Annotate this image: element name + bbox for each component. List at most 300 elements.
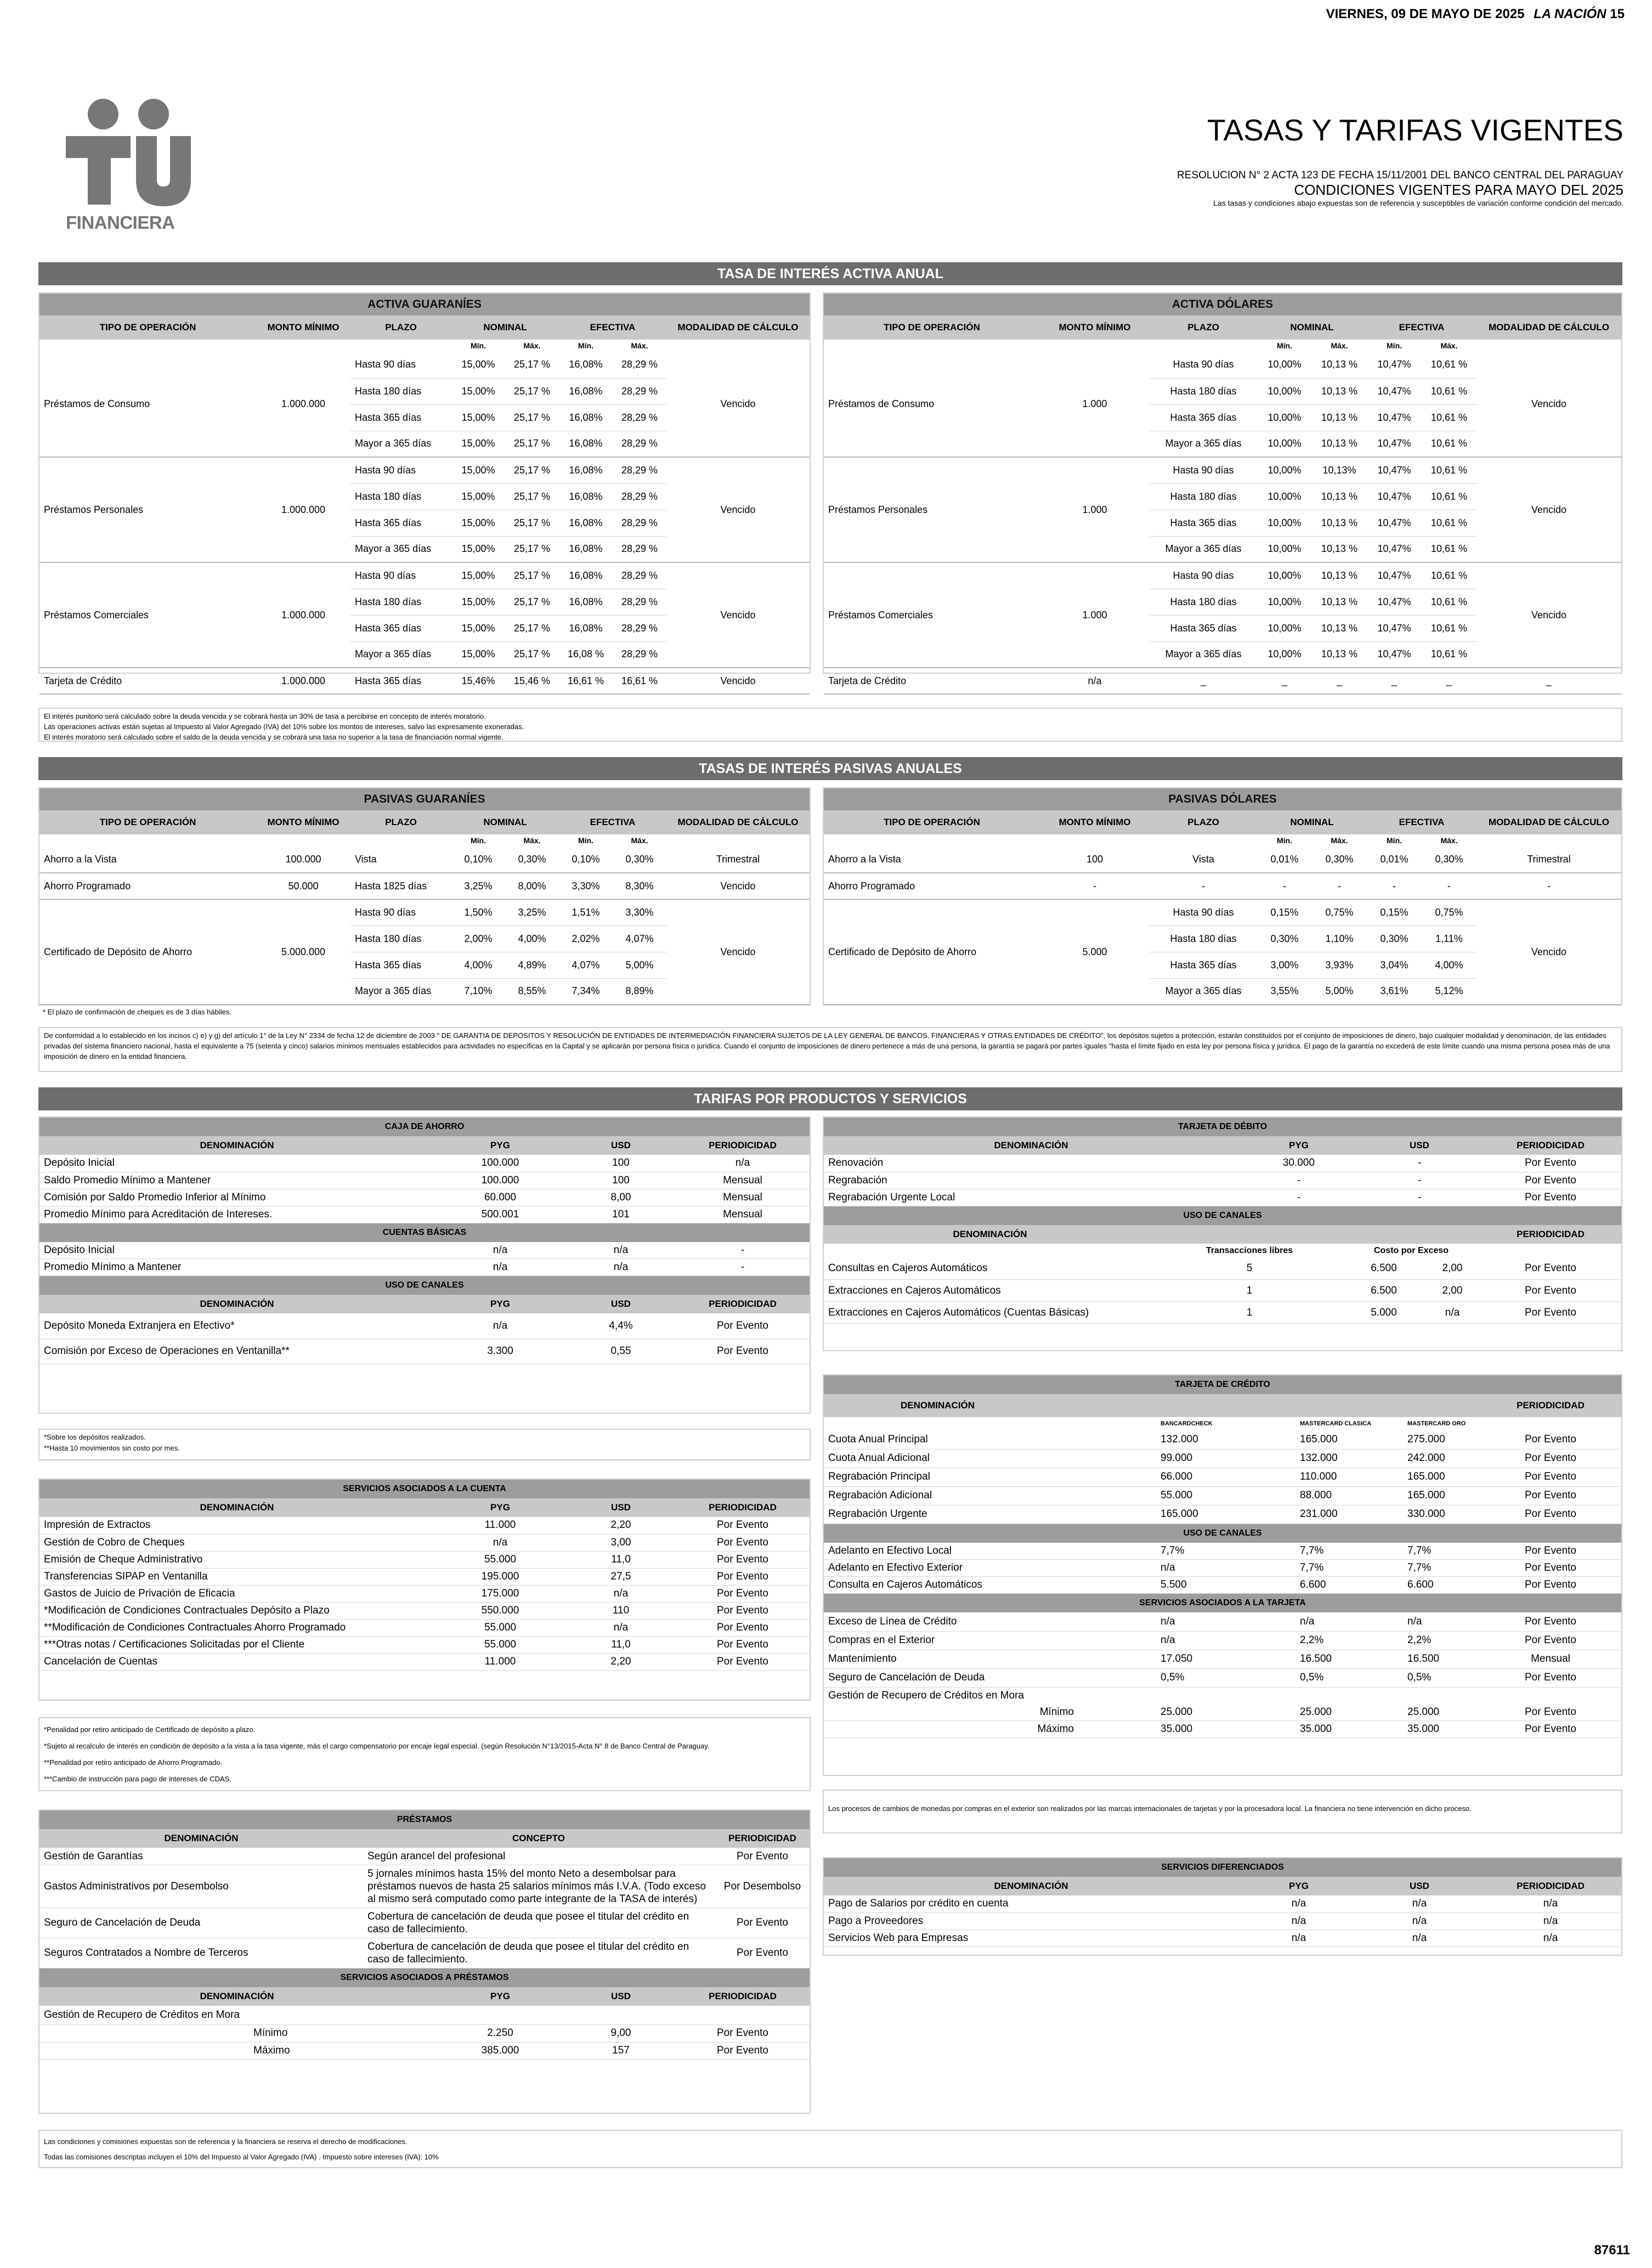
column-header-row bbox=[39, 315, 810, 340]
fee-value: - bbox=[1359, 1172, 1480, 1189]
rate-value: 15,00% bbox=[451, 457, 505, 483]
rate-value: 25,17 % bbox=[505, 589, 559, 615]
monto-minimo: 1.000 bbox=[1040, 562, 1150, 668]
denominacion-cell: Seguro de Cancelación de Deuda bbox=[39, 1908, 363, 1938]
fee-row bbox=[39, 1551, 810, 1568]
rate-value: 15,00% bbox=[451, 641, 505, 668]
col-pyg: PYG bbox=[1238, 1136, 1359, 1155]
rate-value: 5,00% bbox=[1312, 978, 1367, 1005]
fee-row bbox=[824, 1912, 1621, 1930]
tipo-operacion: Préstamos Comerciales bbox=[824, 562, 1040, 668]
recupero-row bbox=[39, 2025, 810, 2042]
tipo-operacion: Préstamos Comerciales bbox=[39, 562, 256, 668]
col-nominal: NOMINAL bbox=[451, 810, 559, 834]
tipo-operacion: Certificado de Depósito de Ahorro bbox=[824, 899, 1040, 1005]
fee-value: Por Evento bbox=[1480, 1577, 1621, 1594]
rate-value: 8,55% bbox=[505, 978, 559, 1005]
recupero-row bbox=[824, 1704, 1621, 1721]
fee-header bbox=[39, 1295, 810, 1313]
fee-row bbox=[824, 1930, 1621, 1947]
fee-value: 7,7% bbox=[1295, 1560, 1403, 1577]
pasiva-guaranies-title: PASIVAS GUARANÍES bbox=[39, 788, 810, 810]
monto-minimo: 50.000 bbox=[256, 873, 350, 899]
tipo-operacion: Ahorro Programado bbox=[39, 873, 256, 899]
plazo-cell: Hasta 180 días bbox=[350, 926, 451, 952]
fee-value: - bbox=[1238, 1189, 1359, 1206]
recupero-tier: Mínimo bbox=[824, 1704, 1156, 1721]
rate-value: 28,29 % bbox=[613, 510, 666, 536]
fee-value: n/a bbox=[1238, 1895, 1359, 1912]
rate-row bbox=[39, 899, 810, 926]
rate-value: 7,10% bbox=[451, 978, 505, 1005]
fee-row bbox=[39, 1206, 810, 1223]
fee-value: 9,00 bbox=[566, 2025, 676, 2042]
rate-value: 0,15% bbox=[1367, 899, 1422, 926]
fee-value: n/a bbox=[1238, 1930, 1359, 1947]
rate-value: 28,29 % bbox=[613, 589, 666, 615]
rate-value: 28,29 % bbox=[613, 562, 666, 589]
fee-value: 231.000 bbox=[1295, 1505, 1403, 1524]
fee-table bbox=[824, 1155, 1621, 1206]
col-denominacion: DENOMINACIÓN bbox=[39, 1987, 434, 2006]
plazo-cell: Hasta 365 días bbox=[350, 510, 451, 536]
fee-value: 330.000 bbox=[1403, 1505, 1480, 1524]
fee-header bbox=[39, 1498, 810, 1517]
rate-value: 16,08% bbox=[559, 483, 613, 510]
denominacion-cell: Gestión de Garantías bbox=[39, 1848, 363, 1865]
col-tipo: TIPO DE OPERACIÓN bbox=[824, 315, 1040, 340]
modalidad-calculo: Vencido bbox=[666, 352, 810, 457]
credito-row bbox=[824, 1430, 1621, 1449]
pasiva-guaranies-panel bbox=[38, 787, 811, 1006]
monto-minimo: 5.000 bbox=[1040, 899, 1150, 1005]
col-denominacion: DENOMINACIÓN bbox=[824, 1225, 1156, 1244]
denominacion-cell: Depósito Inicial bbox=[39, 1242, 434, 1259]
fee-row bbox=[39, 1568, 810, 1585]
rate-value: 10,61 % bbox=[1422, 562, 1476, 589]
col-max: Máx. bbox=[505, 340, 559, 352]
periodicidad-cell: Por Evento bbox=[714, 1848, 811, 1865]
rate-value: 16,08% bbox=[559, 378, 613, 404]
fee-value: Mensual bbox=[676, 1189, 810, 1206]
fee-value: n/a bbox=[566, 1242, 676, 1259]
fee-value: 25.000 bbox=[1295, 1704, 1403, 1721]
fee-value: 6.600 bbox=[1403, 1577, 1480, 1594]
fee-value: 165.000 bbox=[1295, 1430, 1403, 1449]
fee-value: n/a bbox=[434, 1242, 566, 1259]
rate-value: 10,61 % bbox=[1422, 378, 1476, 404]
fee-value: Por Evento bbox=[1480, 1155, 1621, 1172]
rate-value: 4,07% bbox=[559, 952, 613, 978]
denominacion-cell: Cuota Anual Principal bbox=[824, 1430, 1156, 1449]
pasiva-title: TASAS DE INTERÉS PASIVAS ANUALES bbox=[38, 757, 1622, 780]
tipo-operacion: Préstamos de Consumo bbox=[824, 352, 1040, 457]
debito-title: TARJETA DE DÉBITO bbox=[824, 1118, 1621, 1136]
col-min: Mín. bbox=[559, 340, 613, 352]
fee-value: 7,7% bbox=[1156, 1543, 1295, 1560]
denominacion-cell: Seguros Contratados a Nombre de Terceros bbox=[39, 1938, 363, 1968]
column-header-row bbox=[824, 315, 1621, 340]
fee-value: Por Evento bbox=[1480, 1486, 1621, 1505]
fee-value: 99.000 bbox=[1156, 1449, 1295, 1468]
concepto-cell: Cobertura de cancelación de deuda que posee el titular del crédito en caso de fallecimiento. bbox=[363, 1908, 714, 1938]
fee-value: Por Evento bbox=[676, 2042, 810, 2059]
denominacion-cell: Pago a Proveedores bbox=[824, 1912, 1238, 1930]
rate-value: 16,08% bbox=[559, 562, 613, 589]
fee-value: 60.000 bbox=[434, 1189, 566, 1206]
denominacion-cell: *Modificación de Condiciones Contractuales Depósito a Plazo bbox=[39, 1602, 434, 1619]
plazo-cell: Hasta 90 días bbox=[350, 457, 451, 483]
tipo-operacion: Tarjeta de Crédito bbox=[824, 668, 1040, 694]
rate-row bbox=[824, 668, 1621, 694]
activa-section bbox=[38, 262, 1622, 285]
col-max: Máx. bbox=[613, 834, 666, 847]
col-efectiva: EFECTIVA bbox=[559, 810, 666, 834]
fee-row bbox=[39, 1517, 810, 1534]
rate-row bbox=[824, 873, 1621, 899]
col-max: Máx. bbox=[1312, 340, 1367, 352]
fee-value: n/a bbox=[1359, 1895, 1480, 1912]
rate-value: 4,89% bbox=[505, 952, 559, 978]
fee-row bbox=[39, 1155, 810, 1172]
rate-row bbox=[824, 457, 1621, 483]
col-periodicidad: PERIODICIDAD bbox=[1480, 1877, 1621, 1895]
fee-row bbox=[824, 1189, 1621, 1206]
fee-value: n/a bbox=[1238, 1912, 1359, 1930]
brand-header-row bbox=[824, 1417, 1621, 1430]
rate-value: 10,00% bbox=[1257, 510, 1312, 536]
rate-value: 10,13 % bbox=[1312, 483, 1367, 510]
col-denominacion: DENOMINACIÓN bbox=[39, 1498, 434, 1517]
fee-value: Por Evento bbox=[676, 1568, 810, 1585]
rate-value: 10,47% bbox=[1367, 536, 1422, 562]
rate-value: 4,07% bbox=[613, 926, 666, 952]
rate-value: 15,46 % bbox=[505, 668, 559, 694]
col-periodicidad: PERIODICIDAD bbox=[1480, 1136, 1621, 1155]
canales-notes-panel bbox=[38, 1429, 811, 1460]
denominacion-cell: Renovación bbox=[824, 1155, 1238, 1172]
fee-value: 16.500 bbox=[1295, 1650, 1403, 1668]
plazo-cell: - bbox=[1150, 873, 1257, 899]
col-tipo: TIPO DE OPERACIÓN bbox=[824, 810, 1040, 834]
rate-value: 10,13% bbox=[1312, 457, 1367, 483]
rate-value: 2,02% bbox=[559, 926, 613, 952]
column-header-row bbox=[824, 1394, 1621, 1417]
recupero-tier: Mínimo bbox=[39, 2025, 434, 2042]
tipo-operacion: Préstamos de Consumo bbox=[39, 352, 256, 457]
fee-value: 110 bbox=[566, 1602, 676, 1619]
fee-header bbox=[824, 1877, 1621, 1895]
monedas-note: Los procesos de cambios de monedas por compras en el exterior son realizados por las marcas internacionales de tarjetas y por la procesadora local. La financiera no tiene intervención en dicho proceso. bbox=[823, 1790, 1622, 1833]
plazo-cell: Hasta 365 días bbox=[1150, 952, 1257, 978]
fee-value: 2.250 bbox=[434, 2025, 566, 2042]
plazo-cell: Mayor a 365 días bbox=[350, 536, 451, 562]
fee-table bbox=[39, 1517, 810, 1671]
modalidad-calculo: Vencido bbox=[1476, 562, 1621, 668]
denominacion-cell: Consultas en Cajeros Automáticos bbox=[824, 1258, 1156, 1280]
col-denominacion: DENOMINACIÓN bbox=[39, 1136, 434, 1155]
fee-value: 100.000 bbox=[434, 1155, 566, 1172]
fee-value: 5 bbox=[1156, 1258, 1343, 1280]
rate-row bbox=[824, 562, 1621, 589]
tipo-operacion: Ahorro Programado bbox=[824, 873, 1040, 899]
rate-value: 0,30% bbox=[613, 847, 666, 873]
rate-value: 28,29 % bbox=[613, 352, 666, 378]
servicios-cuenta-panel bbox=[38, 1479, 811, 1701]
concepto-cell: Cobertura de cancelación de deuda que posee el titular del crédito en caso de fallecimiento. bbox=[363, 1938, 714, 1968]
monto-minimo: 100 bbox=[1040, 847, 1150, 873]
col-periodicidad: PERIODICIDAD bbox=[676, 1136, 810, 1155]
newspaper-header bbox=[1326, 7, 1625, 22]
rate-value: 16,08% bbox=[559, 404, 613, 431]
rate-value: 10,61 % bbox=[1422, 404, 1476, 431]
tipo-operacion: Tarjeta de Crédito bbox=[39, 668, 256, 694]
fee-value: 55.000 bbox=[434, 1636, 566, 1653]
fee-value: 0,5% bbox=[1156, 1668, 1295, 1687]
plazo-cell: Hasta 90 días bbox=[350, 899, 451, 926]
rate-value: 28,29 % bbox=[613, 404, 666, 431]
rate-value: 10,61 % bbox=[1422, 431, 1476, 457]
denominacion-cell: Depósito Inicial bbox=[39, 1155, 434, 1172]
rate-value: 16,08% bbox=[559, 352, 613, 378]
canales-subheader bbox=[824, 1244, 1621, 1258]
plazo-cell: Hasta 180 días bbox=[350, 483, 451, 510]
column-header-row bbox=[824, 1225, 1621, 1244]
min-max-row bbox=[39, 340, 810, 352]
recupero-tier: Máximo bbox=[824, 1721, 1156, 1738]
fee-value: 385.000 bbox=[434, 2042, 566, 2059]
min-max-row bbox=[824, 834, 1621, 847]
rate-value: 10,47% bbox=[1367, 431, 1422, 457]
fee-value: 11.000 bbox=[434, 1517, 566, 1534]
denominacion-cell: Promedio Mínimo a Mantener bbox=[39, 1259, 434, 1276]
col-periodicidad: PERIODICIDAD bbox=[1480, 1394, 1621, 1417]
denominacion-cell: Exceso de Línea de Crédito bbox=[824, 1612, 1156, 1631]
col-max: Máx. bbox=[1312, 834, 1367, 847]
recupero-tarjeta-label: Gestión de Recupero de Créditos en Mora bbox=[828, 1689, 1024, 1701]
fee-value: 11.000 bbox=[434, 1653, 566, 1670]
fee-value: n/a bbox=[1425, 1302, 1480, 1324]
fee-value: 11,0 bbox=[566, 1551, 676, 1568]
modalidad-calculo: Trimestral bbox=[1476, 847, 1621, 873]
conditions-text: CONDICIONES VIGENTES PARA MAYO DEL 2025 bbox=[1294, 182, 1623, 198]
rate-value: 0,75% bbox=[1422, 899, 1476, 926]
rate-value: 5,12% bbox=[1422, 978, 1476, 1005]
fee-value: n/a bbox=[1359, 1912, 1480, 1930]
canales-note: *Sobre los depósitos realizados. bbox=[44, 1433, 146, 1441]
col-costo-exceso: Costo por Exceso bbox=[1373, 1245, 1449, 1255]
rate-value: 15,00% bbox=[451, 378, 505, 404]
rate-value: 10,00% bbox=[1257, 483, 1312, 510]
fee-value: 55.000 bbox=[1156, 1486, 1295, 1505]
rate-value: 16,61 % bbox=[613, 668, 666, 694]
rate-value: 10,13 % bbox=[1312, 615, 1367, 641]
monto-minimo: 1.000.000 bbox=[256, 457, 350, 562]
rate-value: 0,30% bbox=[1312, 847, 1367, 873]
min-max-row bbox=[39, 834, 810, 847]
rate-value: 10,00% bbox=[1257, 457, 1312, 483]
rate-value: 4,00% bbox=[1422, 952, 1476, 978]
rate-value: - bbox=[1367, 873, 1422, 899]
fee-row bbox=[39, 1189, 810, 1206]
rate-value: 1,11% bbox=[1422, 926, 1476, 952]
fee-value: - bbox=[1359, 1189, 1480, 1206]
col-plazo: PLAZO bbox=[350, 810, 451, 834]
col-periodicidad: PERIODICIDAD bbox=[676, 1295, 810, 1313]
fee-value: 100 bbox=[566, 1172, 676, 1189]
servicios-notes-panel bbox=[38, 1717, 811, 1791]
plazo-cell: Hasta 365 días bbox=[350, 615, 451, 641]
rate-value: 2,00% bbox=[451, 926, 505, 952]
col-max: Máx. bbox=[1422, 834, 1476, 847]
col-periodicidad: PERIODICIDAD bbox=[714, 1829, 811, 1848]
col-pyg: PYG bbox=[434, 1136, 566, 1155]
col-pyg: PYG bbox=[434, 1498, 566, 1517]
col-usd: USD bbox=[1359, 1136, 1480, 1155]
column-header-row bbox=[39, 1136, 810, 1155]
fee-value: n/a bbox=[1359, 1930, 1480, 1947]
rate-value: 10,61 % bbox=[1422, 589, 1476, 615]
activa-guaranies-panel bbox=[38, 292, 811, 686]
recupero-tarjeta-table bbox=[824, 1704, 1621, 1739]
credito-fee-table bbox=[824, 1543, 1621, 1594]
servicios-tarjeta-title: SERVICIOS ASOCIADOS A LA TARJETA bbox=[824, 1594, 1621, 1612]
credito-row bbox=[824, 1650, 1621, 1668]
rate-value: 10,47% bbox=[1367, 352, 1422, 378]
fee-value: Por Evento bbox=[1480, 1505, 1621, 1524]
col-monto: MONTO MÍNIMO bbox=[256, 315, 350, 340]
fee-table bbox=[824, 1895, 1621, 1947]
fee-value: - bbox=[1238, 1172, 1359, 1189]
fee-value: 2,00 bbox=[1425, 1280, 1480, 1302]
rate-value: 10,61 % bbox=[1422, 510, 1476, 536]
plazo-cell: Hasta 90 días bbox=[1150, 899, 1257, 926]
canales-note: **Hasta 10 movimientos sin costo por mes. bbox=[44, 1444, 180, 1452]
card-brand: BANCARDCHECK bbox=[1161, 1420, 1213, 1427]
col-min: Mín. bbox=[559, 834, 613, 847]
plazo-cell: Hasta 180 días bbox=[350, 589, 451, 615]
fee-value: Por Evento bbox=[1480, 1631, 1621, 1650]
column-header-row bbox=[824, 1136, 1621, 1155]
periodicidad-cell: Por Evento bbox=[714, 1938, 811, 1968]
activa-dolares-table bbox=[824, 315, 1621, 695]
fee-value: 17.050 bbox=[1156, 1650, 1295, 1668]
fee-value: 6.500 bbox=[1343, 1258, 1425, 1280]
recupero-label: Gestión de Recupero de Créditos en Mora bbox=[39, 2006, 810, 2025]
fee-value: Por Evento bbox=[1480, 1560, 1621, 1577]
rate-value: 28,29 % bbox=[613, 641, 666, 668]
fee-value: Por Evento bbox=[676, 1534, 810, 1551]
rate-value: 25,17 % bbox=[505, 352, 559, 378]
activa-notes bbox=[38, 708, 1622, 742]
rate-value: 16,08 % bbox=[559, 641, 613, 668]
fee-value: 165.000 bbox=[1403, 1486, 1480, 1505]
rate-value: 28,29 % bbox=[613, 536, 666, 562]
rate-value: 28,29 % bbox=[613, 378, 666, 404]
rate-value: 10,61 % bbox=[1422, 457, 1476, 483]
rate-value: 1,50% bbox=[451, 899, 505, 926]
denominacion-cell: Saldo Promedio Mínimo a Mantener bbox=[39, 1172, 434, 1189]
brand-logo bbox=[66, 98, 192, 240]
denominacion-cell: Extracciones en Cajeros Automáticos (Cuentas Básicas) bbox=[824, 1302, 1156, 1324]
credito-row bbox=[824, 1577, 1621, 1594]
plazo-cell: Hasta 180 días bbox=[1150, 483, 1257, 510]
prestamos-title: PRÉSTAMOS bbox=[39, 1810, 810, 1829]
fee-row bbox=[39, 1313, 810, 1339]
denominacion-cell: Regrabación Urgente Local bbox=[824, 1189, 1238, 1206]
fee-value: 2,2% bbox=[1295, 1631, 1403, 1650]
col-nominal: NOMINAL bbox=[1257, 315, 1367, 340]
rate-value: 10,13 % bbox=[1312, 431, 1367, 457]
col-min: Mín. bbox=[1257, 834, 1312, 847]
pasiva-section bbox=[38, 757, 1622, 780]
rate-value: 10,61 % bbox=[1422, 615, 1476, 641]
final-notes-panel bbox=[38, 2130, 1622, 2168]
activa-guaranies-table bbox=[39, 315, 810, 695]
rate-value: 10,47% bbox=[1367, 404, 1422, 431]
credito-row bbox=[824, 1486, 1621, 1505]
fee-value: 132.000 bbox=[1156, 1430, 1295, 1449]
rate-value: 10,47% bbox=[1367, 615, 1422, 641]
tipo-operacion: Ahorro a la Vista bbox=[824, 847, 1040, 873]
denominacion-cell: Regrabación Urgente bbox=[824, 1505, 1156, 1524]
rate-value: 16,08% bbox=[559, 536, 613, 562]
fee-value: 2,20 bbox=[566, 1653, 676, 1670]
rate-value: 0,75% bbox=[1312, 899, 1367, 926]
rate-value: 10,00% bbox=[1257, 352, 1312, 378]
credito-row bbox=[824, 1631, 1621, 1650]
debito-panel bbox=[823, 1116, 1622, 1351]
col-denominacion: DENOMINACIÓN bbox=[39, 1829, 363, 1848]
prestamo-row bbox=[39, 1865, 811, 1908]
rate-value: 15,00% bbox=[451, 615, 505, 641]
recupero-tier: Máximo bbox=[39, 2042, 434, 2059]
fee-value: 7,7% bbox=[1403, 1560, 1480, 1577]
fee-value: 6.500 bbox=[1343, 1280, 1425, 1302]
rate-value: 3,30% bbox=[559, 873, 613, 899]
rate-value: 10,13 % bbox=[1312, 589, 1367, 615]
brand-name: FINANCIERA bbox=[66, 212, 175, 233]
card-brand: MASTERCARD CLASICA bbox=[1300, 1420, 1372, 1427]
pasiva-dolares-panel bbox=[823, 787, 1622, 1006]
monto-minimo: 1.000 bbox=[1040, 457, 1150, 562]
tipo-operacion: Certificado de Depósito de Ahorro bbox=[39, 899, 256, 1005]
rate-value: _ bbox=[1312, 668, 1367, 694]
denominacion-cell: Mantenimiento bbox=[824, 1650, 1156, 1668]
fee-value: Por Evento bbox=[1480, 1302, 1621, 1324]
activa-note: El interés punitorio será calculado sobre la deuda vencida y se cobrará hasta un 30% de tasa a percibirse en concepto de interés moratorio. bbox=[44, 712, 486, 720]
col-min: Mín. bbox=[1367, 834, 1422, 847]
fee-row bbox=[39, 1636, 810, 1653]
fee-value: 35.000 bbox=[1295, 1721, 1403, 1738]
credito-row bbox=[824, 1560, 1621, 1577]
rate-value: 15,46% bbox=[451, 668, 505, 694]
plazo-cell: Hasta 365 días bbox=[1150, 404, 1257, 431]
fee-table bbox=[39, 1155, 810, 1223]
servicios-note: ***Cambio de instrucción para pago de intereses de CDAS. bbox=[44, 1775, 231, 1783]
rate-value: 0,01% bbox=[1257, 847, 1312, 873]
denominacion-cell: Depósito Moneda Extranjera en Efectivo* bbox=[39, 1313, 434, 1339]
diferenciados-panel bbox=[823, 1857, 1622, 1956]
fee-value: 27,5 bbox=[566, 1568, 676, 1585]
rate-value: 10,47% bbox=[1367, 510, 1422, 536]
col-max: Máx. bbox=[505, 834, 559, 847]
fee-value: 30.000 bbox=[1238, 1155, 1359, 1172]
col-monto: MONTO MÍNIMO bbox=[256, 810, 350, 834]
monto-minimo: 1.000 bbox=[1040, 352, 1150, 457]
fee-value: 8,00 bbox=[566, 1189, 676, 1206]
fee-value: Por Evento bbox=[1480, 1543, 1621, 1560]
